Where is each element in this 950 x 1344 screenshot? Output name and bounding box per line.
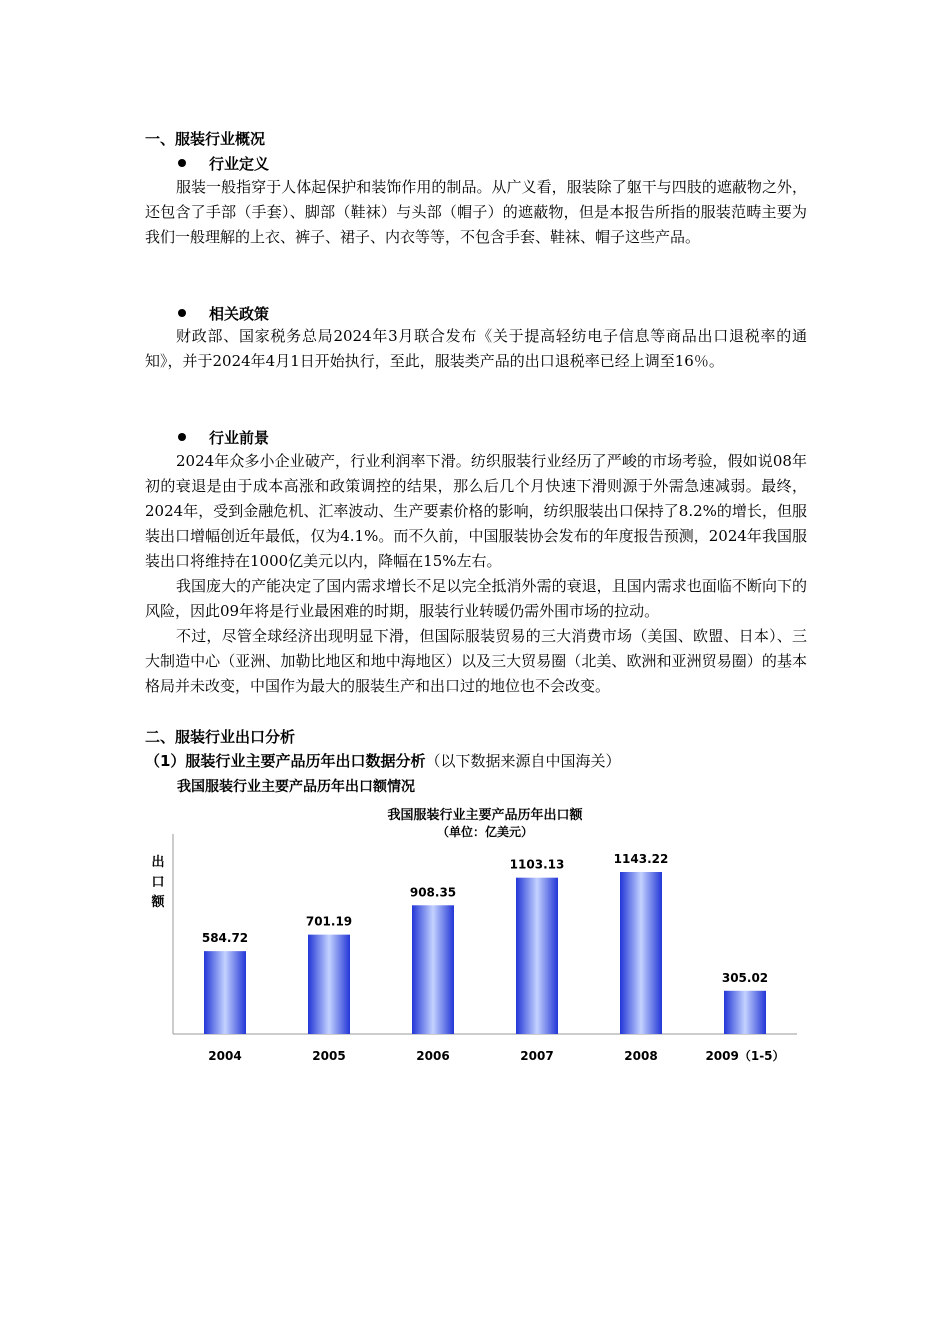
y-axis-label-char: 出 <box>151 855 165 870</box>
section-1-heading: 一、服装行业概况 <box>145 130 266 148</box>
x-tick-label: 2008 <box>624 1049 658 1063</box>
bar-value-label: 1143.22 <box>613 852 669 866</box>
chart-caption: 我国服装行业主要产品历年出口额情况 <box>177 779 415 795</box>
bullet-label: 相关政策 <box>209 305 270 323</box>
x-tick-label: 2006 <box>416 1049 450 1063</box>
bar-2008 <box>620 872 662 1034</box>
paragraph-definition: 服装一般指穿于人体起保护和装饰作用的制品。从广义看，服装除了躯干与四肢的遮蔽物之外，还包含了手部（手套）、脚部（鞋袜）与头部（帽子）的遮蔽物，但是本报告所指的服装范畴主要为我们一般理解的上衣、裤子、裙子、内衣等等，不包含手套、鞋袜、帽子这些产品。 <box>145 178 807 246</box>
y-axis-label <box>150 854 165 910</box>
bar-2007 <box>516 878 558 1034</box>
bar-value-label: 584.72 <box>201 931 249 946</box>
bullet-label: 行业前景 <box>209 429 270 447</box>
bar-2009 <box>724 991 766 1034</box>
paragraph-outlook-3: 不过，尽管全球经济出现明显下滑，但国际服装贸易的三大消费市场（美国、欧盟、日本）、三大制造中心（亚洲、加勒比地区和地中海地区）以及三大贸易圈（北美、欧洲和亚洲贸易圈）的基本格局并未改变，中国作为最大的服装生产和出口过的地位也不会改变。 <box>145 627 807 695</box>
sub-heading-bold: （1）服装行业主要产品历年出口数据分析 <box>145 752 426 770</box>
section-2-heading: 二、服装行业出口分析 <box>145 728 296 746</box>
paragraph-policy: 财政部、国家税务总局2024年3月联合发布《关于提高轻纺电子信息等商品出口退税率的通知》，并于2024年4月1日开始执行，至此，服装类产品的出口退税率已经上调至16％。 <box>145 327 807 370</box>
bar-value-label: 305.02 <box>721 970 769 985</box>
sub-heading-source: （以下数据来源自中国海关） <box>425 752 621 770</box>
y-axis-label-char: 额 <box>151 895 165 910</box>
bullet-label: 行业定义 <box>209 155 270 173</box>
bar-2006 <box>412 905 454 1034</box>
bar-value-label: 908.35 <box>409 885 457 900</box>
x-tick-label: 2005 <box>312 1049 346 1063</box>
paragraph-outlook-2: 我国庞大的产能决定了国内需求增长不足以完全抵消外需的衰退，且国内需求也面临不断向下的风险，因此09年将是行业最困难的时期，服装行业转暖仍需外围市场的拉动。 <box>145 577 807 620</box>
chart-subtitle: （单位：亿美元） <box>436 825 534 839</box>
x-tick-label: 2007 <box>520 1049 554 1063</box>
bar-2005 <box>308 935 350 1034</box>
x-tick-label: 2004 <box>208 1049 242 1063</box>
paragraph-outlook-1: 2024年众多小企业破产，行业利润率下滑。纺织服装行业经历了严峻的市场考验，假如说08年初的衰退是由于成本高涨和政策调控的结果，那么后几个月快速下滑则源于外需急速减弱。最终，2024年，受到金融危机、汇率波动、生产要素价格的影响，纺织服装出口保持了8.2%的增长，但服装出口增幅创近年最低，仅为4.1%。而不久前，中国服装协会发布的年度报告预测，2024年我国服装出口将维持在1000亿美元以内，降幅在15%左右。 <box>145 452 807 570</box>
chart-title: 我国服装行业主要产品历年出口额 <box>387 808 583 823</box>
bar-2004 <box>204 951 246 1034</box>
bar-value-label: 701.19 <box>305 914 353 929</box>
x-tick-label: 2009（1-5） <box>705 1049 785 1063</box>
bar-value-label: 1103.13 <box>509 857 565 872</box>
y-axis-label-char: 口 <box>151 875 165 890</box>
